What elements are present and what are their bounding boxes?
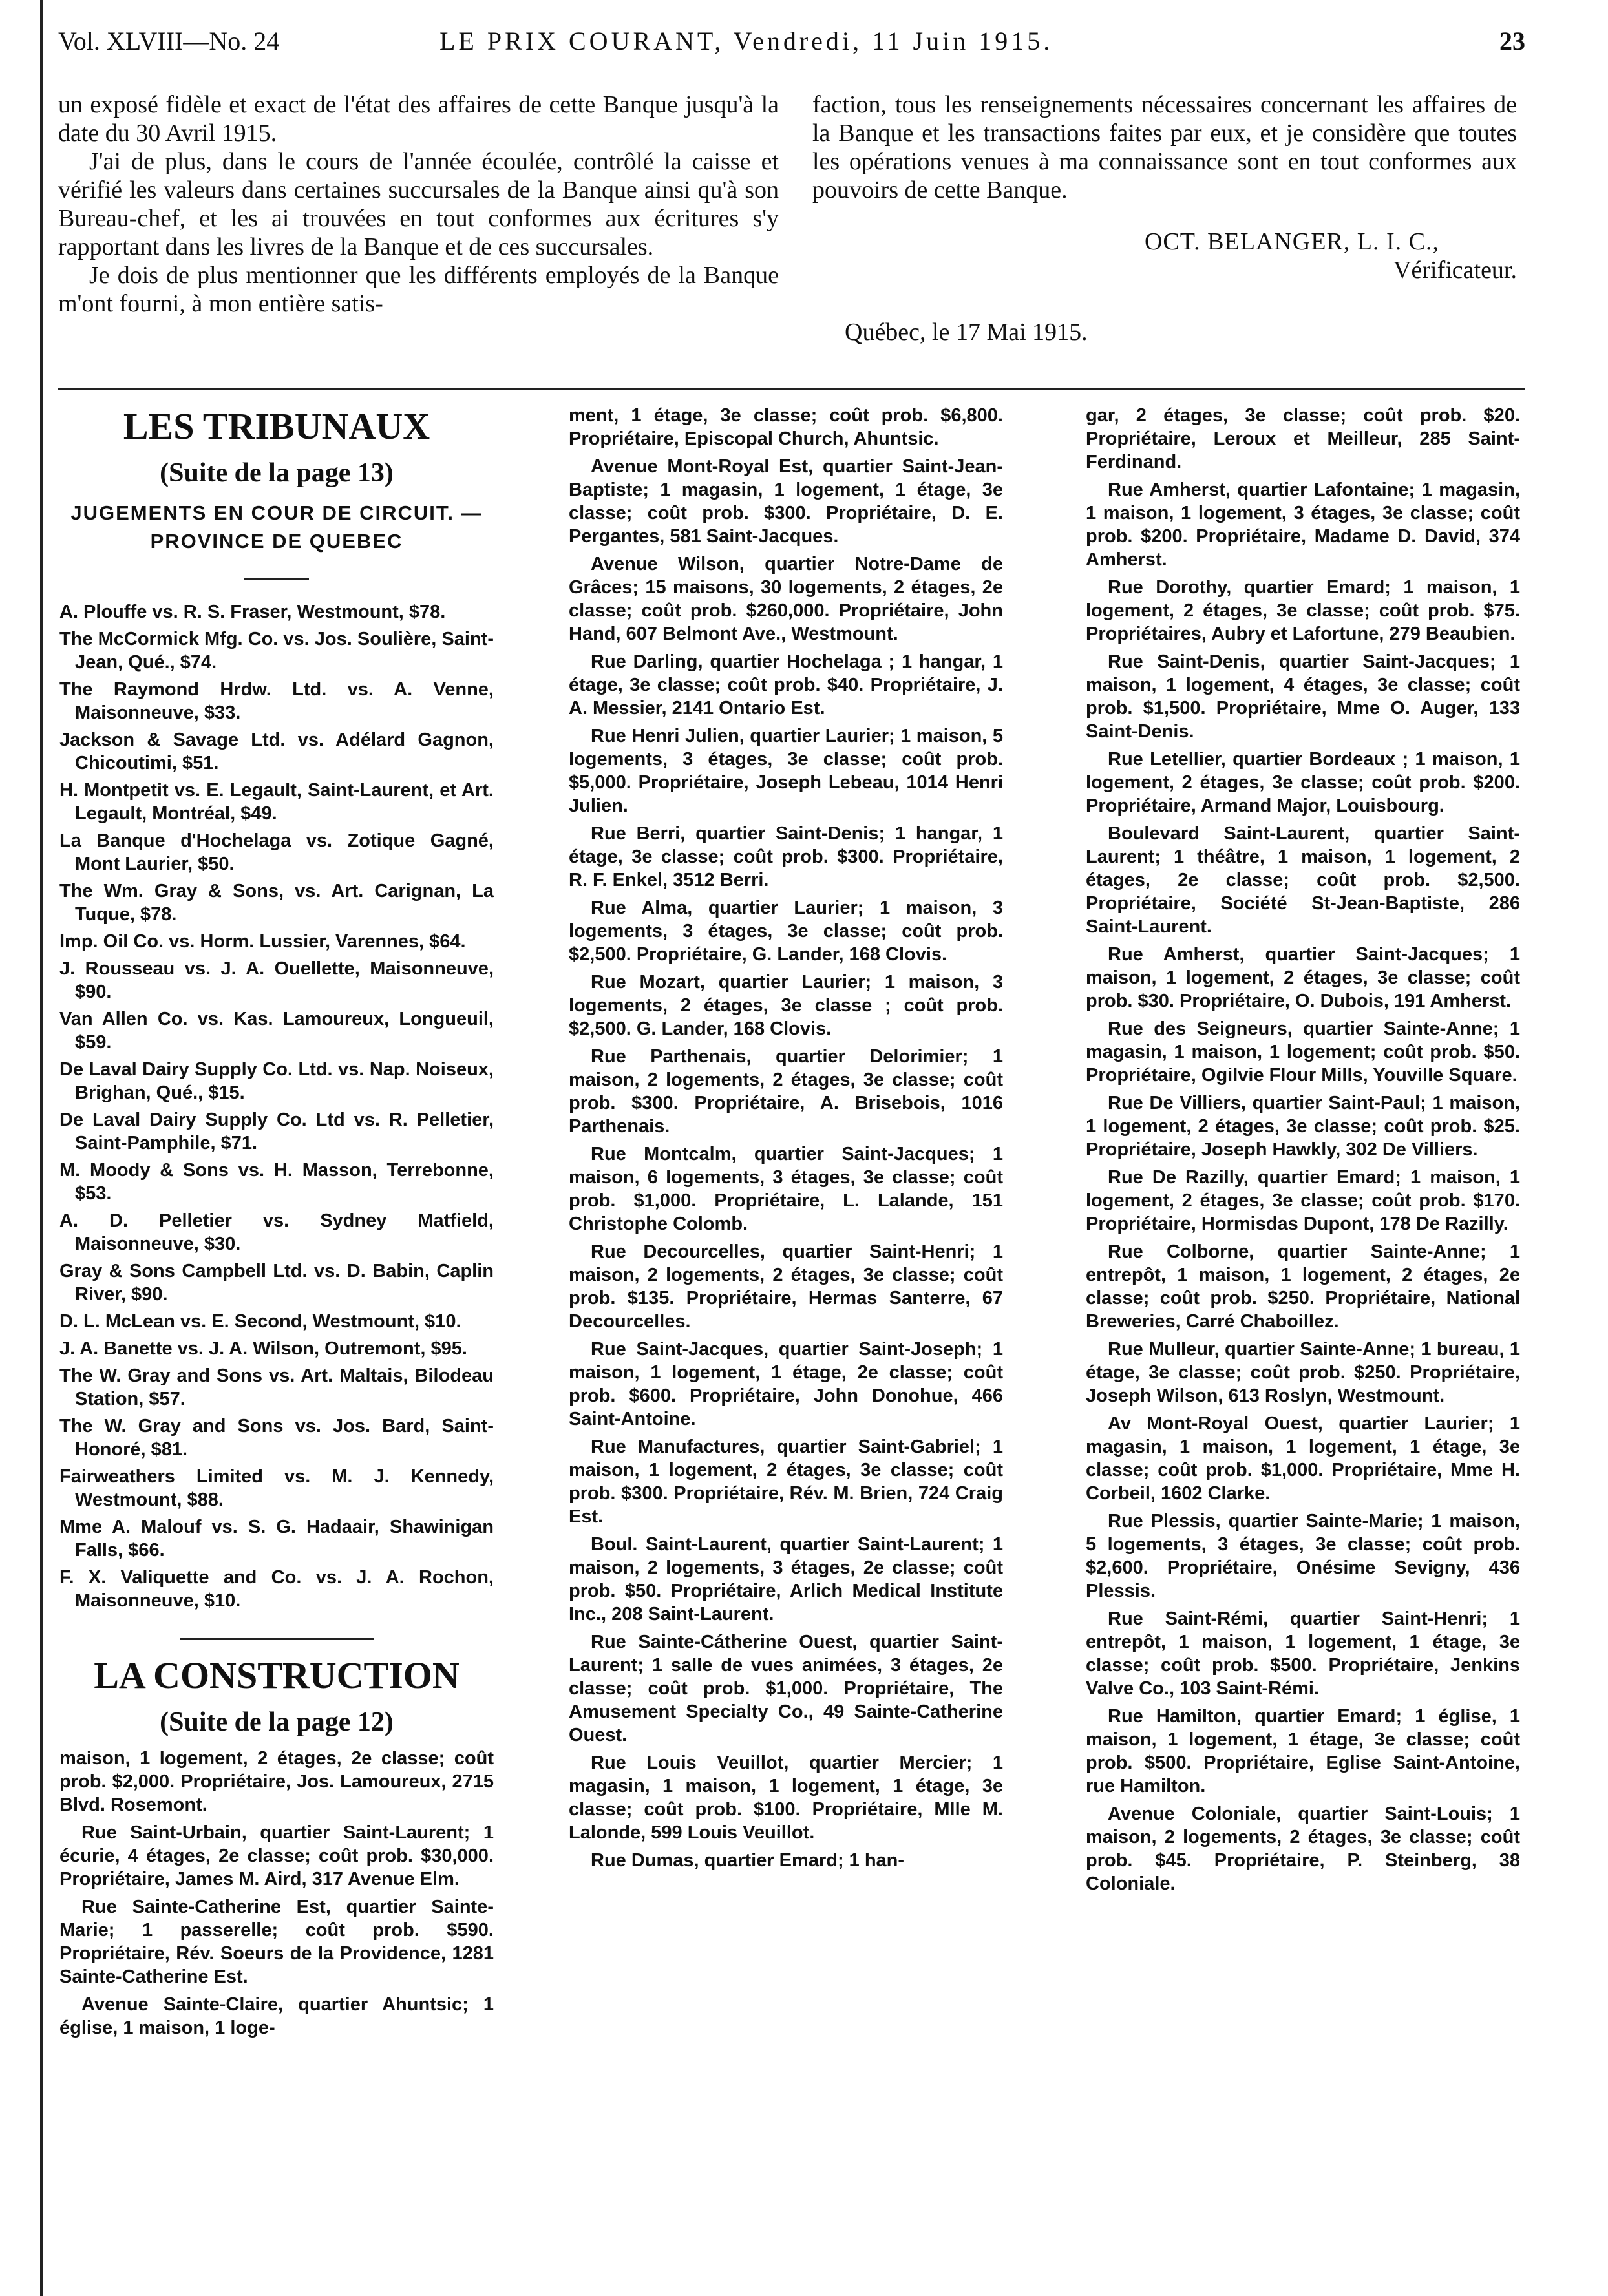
list-item: F. X. Valiquette and Co. vs. J. A. Rochon, Maisonneuve, $10. (59, 1567, 494, 1611)
column-1 (59, 404, 494, 2044)
judgments-list (59, 600, 494, 1612)
list-item: ment, 1 étage, 3e classe; coût prob. $6,800. Propriétaire, Episcopal Church, Ahuntsic. (569, 405, 1003, 449)
list-item: Rue Amherst, quartier Lafontaine; 1 magasin, 1 maison, 1 logement, 3 étages, 3e classe; coût prob. $200. Propriétaire, Madame D. David, 374 Amherst. (1086, 479, 1520, 570)
list-item: H. Montpetit vs. E. Legault, Saint-Laurent, et Art. Legault, Montréal, $49. (59, 780, 494, 824)
section-divider (58, 388, 1525, 390)
list-item: Rue Dumas, quartier Emard; 1 han- (591, 1850, 905, 1871)
list-item: Rue des Seigneurs, quartier Sainte-Anne; 1 magasin, 1 maison, 1 logement; coût prob. $50. Propriétaire, Ogilvie Flour Mills, Youville Square. (1086, 1018, 1520, 1086)
list-item: maison, 1 logement, 2 étages, 2e classe; coût prob. $2,000. Propriétaire, Jos. Lamoureux, 2715 Blvd. Rosemont. (59, 1748, 494, 1815)
auditor-report-left (58, 90, 779, 318)
list-item: The W. Gray and Sons vs. Jos. Bard, Saint-Honoré, $81. (59, 1416, 494, 1460)
list-item: A. D. Pelletier vs. Sydney Matfield, Maisonneuve, $30. (59, 1210, 494, 1254)
list-item: Rue Mulleur, quartier Sainte-Anne; 1 bureau, 1 étage, 3e classe; coût prob. $250. Propriétaire, Joseph Wilson, 613 Roslyn, Westmount. (1086, 1339, 1520, 1406)
list-item: Rue Colborne, quartier Sainte-Anne; 1 entrepôt, 1 maison, 1 logement, 2 étages, 2e classe; coût prob. $250. Propriétaire, National Breweries, Carré Chaboillez. (1086, 1241, 1520, 1332)
list-item: Rue De Razilly, quartier Emard; 1 maison, 1 logement, 2 étages, 3e classe; coût prob. $170. Propriétaire, Hormisdas Dupont, 178 De Razilly. (1086, 1167, 1520, 1234)
report-paragraph: faction, tous les renseignements nécessaires concernant les affaires de la Banque et les transactions faites par eux, et je considère que toutes les opérations venues à ma connaissance sont en tout conformes aux pouvoirs de cette Banque. (812, 91, 1517, 204)
list-item: Avenue Sainte-Claire, quartier Ahuntsic; 1 église, 1 maison, 1 loge- (59, 1994, 494, 2038)
list-item: Mme A. Malouf vs. S. G. Hadaair, Shawinigan Falls, $66. (59, 1517, 494, 1561)
list-item: De Laval Dairy Supply Co. Ltd. vs. Nap. Noiseux, Brighan, Qué., $15. (59, 1059, 494, 1103)
list-item: The Raymond Hrdw. Ltd. vs. A. Venne, Maisonneuve, $33. (59, 679, 494, 723)
page-number: 23 (1499, 26, 1525, 56)
construction-list (59, 1747, 494, 2039)
judgments-heading: JUGEMENTS EN COUR DE CIRCUIT. — PROVINCE DE QUEBEC (70, 501, 483, 553)
section-title-tribunaux: LES TRIBUNAUX (123, 405, 430, 447)
list-item: Rue Saint-Rémi, quartier Saint-Henri; 1 entrepôt, 1 maison, 1 logement, 1 étage, 3e classe; coût prob. $500. Propriétaire, Jenkins Valve Co., 103 Saint-Rémi. (1086, 1608, 1520, 1699)
list-item: Rue Manufactures, quartier Saint-Gabriel; 1 maison, 1 logement, 2 étages, 3e classe; coût prob. $300. Propriétaire, Rév. M. Brien, 724 Craig Est. (569, 1437, 1003, 1527)
list-item: Rue Letellier, quartier Bordeaux ; 1 maison, 1 logement, 2 étages, 3e classe; coût prob. $200. Propriétaire, Armand Major, Louisbourg. (1086, 749, 1520, 816)
list-item: Rue Amherst, quartier Saint-Jacques; 1 maison, 1 logement, 2 étages, 3e classe; coût prob. $30. Propriétaire, O. Dubois, 191 Amherst. (1086, 944, 1520, 1011)
list-item: The Wm. Gray & Sons, vs. Art. Carignan, La Tuque, $78. (59, 881, 494, 925)
list-item: Rue Saint-Urbain, quartier Saint-Laurent; 1 écurie, 4 étages, 2e classe; coût prob. $30,000. Propriétaire, James M. Aird, 317 Avenue Elm. (59, 1822, 494, 1890)
list-item: Imp. Oil Co. vs. Horm. Lussier, Varennes, $64. (59, 931, 466, 952)
section-subtitle: (Suite de la page 13) (160, 458, 394, 488)
auditor-report-right (812, 90, 1517, 346)
list-item: gar, 2 étages, 3e classe; coût prob. $20. Propriétaire, Leroux et Meilleur, 285 Saint-Ferdinand. (1086, 405, 1520, 472)
list-item: Avenue Coloniale, quartier Saint-Louis; 1 maison, 2 logements, 2 étages, 3e classe; coût prob. $45. Propriétaire, P. Steinberg, 38 Coloniale. (1086, 1804, 1520, 1894)
report-paragraph: Je dois de plus mentionner que les différents employés de la Banque m'ont fourni, à mon entière satis- (58, 262, 779, 317)
list-item: Rue Mozart, quartier Laurier; 1 maison, 3 logements, 2 étages, 3e classe ; coût prob. $2,500. G. Lander, 168 Clovis. (569, 972, 1003, 1039)
list-item: Boulevard Saint-Laurent, quartier Saint-Laurent; 1 théâtre, 1 maison, 1 logement, 2 étages, 2e classe; coût prob. $2,500. Propriétaire, Société St-Jean-Baptiste, 286 Saint-Laurent. (1086, 823, 1520, 937)
list-item: Rue Sainte-Catherine Est, quartier Sainte-Marie; 1 passerelle; coût prob. $590. Propriétaire, Rév. Soeurs de la Providence, 1281 Sainte-Catherine Est. (59, 1897, 494, 1987)
column-2 (569, 404, 1003, 1877)
report-paragraph: J'ai de plus, dans le cours de l'année écoulée, contrôlé la caisse et vérifié les valeurs dans certaines succursales de la Banque ainsi qu'à son Bureau-chef, et les ai trouvées en tout conformes aux écritures s'y rapportant dans les livres de la Banque et de ces succursales. (58, 148, 779, 260)
list-item: Rue Plessis, quartier Sainte-Marie; 1 maison, 5 logements, 3 étages, 3e classe; coût prob. $2,600. Propriétaire, Onésime Sevigny, 436 Plessis. (1086, 1511, 1520, 1601)
list-item: Rue Berri, quartier Saint-Denis; 1 hangar, 1 étage, 3e classe; coût prob. $300. Propriétaire, R. F. Enkel, 3512 Berri. (569, 823, 1003, 890)
list-item: Rue Sainte-Cátherine Ouest, quartier Saint-Laurent; 1 salle de vues animées, 3 étages, 2e classe; coût prob. $1,000. Propriétaire, The Amusement Specialty Co., 49 Sainte-Catherine Ouest. (569, 1632, 1003, 1745)
list-item: Gray & Sons Campbell Ltd. vs. D. Babin, Caplin River, $90. (59, 1261, 494, 1305)
list-item: De Laval Dairy Supply Co. Ltd vs. R. Pelletier, Saint-Pamphile, $71. (59, 1110, 494, 1153)
list-item: Jackson & Savage Ltd. vs. Adélard Gagnon, Chicoutimi, $51. (59, 730, 494, 774)
binding-margin-line (40, 0, 43, 2296)
list-item: Rue Saint-Jacques, quartier Saint-Joseph; 1 maison, 1 logement, 1 étage, 2e classe; coût prob. $600. Propriétaire, John Donohue, 466 Saint-Antoine. (569, 1339, 1003, 1429)
column-3 (1086, 404, 1520, 1900)
list-item: Rue Decourcelles, quartier Saint-Henri; 1 maison, 2 logements, 2 étages, 3e classe; coût prob. $135. Propriétaire, Hermas Santerre, 67 Decourcelles. (569, 1241, 1003, 1332)
list-item: Rue Montcalm, quartier Saint-Jacques; 1 maison, 6 logements, 3 étages, 3e classe; coût prob. $1,000. Propriétaire, L. Lalande, 151 Christophe Colomb. (569, 1144, 1003, 1234)
list-item: Rue Darling, quartier Hochelaga ; 1 hangar, 1 étage, 3e classe; coût prob. $40. Propriétaire, J. A. Messier, 2141 Ontario Est. (569, 651, 1003, 719)
list-item: Rue Parthenais, quartier Delorimier; 1 maison, 2 logements, 2 étages, 3e classe; coût prob. $300. Propriétaire, A. Brisebois, 1016 Parthenais. (569, 1046, 1003, 1137)
list-item: The W. Gray and Sons vs. Art. Maltais, Bilodeau Station, $57. (59, 1365, 494, 1409)
construction-list (569, 404, 1003, 1872)
list-item: Rue Saint-Denis, quartier Saint-Jacques; 1 maison, 1 logement, 4 étages, 3e classe; coût prob. $1,500. Propriétaire, Mme O. Auger, 133 Saint-Denis. (1086, 651, 1520, 742)
volume-number: Vol. XLVIII—No. 24 (58, 26, 280, 56)
list-item: Avenue Mont-Royal Est, quartier Saint-Jean-Baptiste; 1 magasin, 1 logement, 1 étage, 3e classe; coût prob. $300. Propriétaire, D. E. Pergantes, 581 Saint-Jacques. (569, 456, 1003, 547)
list-item: Rue Henri Julien, quartier Laurier; 1 maison, 5 logements, 3 étages, 3e classe; coût prob. $5,000. Propriétaire, Joseph Lebeau, 1014 Henri Julien. (569, 726, 1003, 816)
page-header (58, 26, 1525, 65)
auditor-signature: OCT. BELANGER, L. I. C., (1144, 228, 1439, 255)
list-item: Rue Alma, quartier Laurier; 1 maison, 3 logements, 3 étages, 3e classe; coût prob. $2,500. Propriétaire, G. Lander, 168 Clovis. (569, 898, 1003, 965)
list-item: Av Mont-Royal Ouest, quartier Laurier; 1 magasin, 1 maison, 1 logement, 1 étage, 3e classe; coût prob. $1,000. Propriétaire, Mme H. Corbeil, 1602 Clarke. (1086, 1413, 1520, 1504)
list-item: Avenue Wilson, quartier Notre-Dame de Grâces; 15 maisons, 30 logements, 2 étages, 2e classe; coût prob. $260,000. Propriétaire, John Hand, 607 Belmont Ave., Westmount. (569, 554, 1003, 644)
list-item: J. A. Banette vs. J. A. Wilson, Outremont, $95. (59, 1338, 467, 1359)
list-item: Rue Louis Veuillot, quartier Mercier; 1 magasin, 1 maison, 1 logement, 1 étage, 3e classe; coût prob. $100. Propriétaire, Mlle M. Lalonde, 599 Louis Veuillot. (569, 1753, 1003, 1843)
auditor-title: Vérificateur. (1393, 257, 1517, 284)
list-item: M. Moody & Sons vs. H. Masson, Terrebonne, $53. (59, 1160, 494, 1204)
list-item: The McCormick Mfg. Co. vs. Jos. Soulière, Saint-Jean, Qué., $74. (59, 629, 494, 673)
divider (244, 578, 309, 580)
report-paragraph: un exposé fidèle et exact de l'état des affaires de cette Banque jusqu'à la date du 30 Avril 1915. (58, 91, 779, 147)
list-item: Rue Hamilton, quartier Emard; 1 église, 1 maison, 1 logement, 1 étage, 3e classe; coût prob. $500. Propriétaire, Eglise Saint-Antoine, rue Hamilton. (1086, 1706, 1520, 1796)
list-item: Rue De Villiers, quartier Saint-Paul; 1 maison, 1 logement, 2 étages, 3e classe; coût prob. $25. Propriétaire, Joseph Hawkly, 302 De Villiers. (1086, 1093, 1520, 1160)
list-item: D. L. McLean vs. E. Second, Westmount, $10. (59, 1311, 461, 1332)
list-item: Van Allen Co. vs. Kas. Lamoureux, Longueuil, $59. (59, 1009, 494, 1053)
section-subtitle: (Suite de la page 12) (160, 1707, 394, 1737)
list-item: Fairweathers Limited vs. M. J. Kennedy, Westmount, $88. (59, 1466, 494, 1510)
section-title-construction: LA CONSTRUCTION (94, 1654, 460, 1696)
list-item: Rue Dorothy, quartier Emard; 1 maison, 1 logement, 2 étages, 3e classe; coût prob. $75. Propriétaires, Aubry et Lafortune, 279 Beaubien. (1086, 577, 1520, 644)
list-item: A. Plouffe vs. R. S. Fraser, Westmount, $78. (59, 602, 446, 622)
list-item: Boul. Saint-Laurent, quartier Saint-Laurent; 1 maison, 2 logements, 3 étages, 2e classe; coût prob. $50. Propriétaire, Arlich Medical Institute Inc., 208 Saint-Laurent. (569, 1534, 1003, 1625)
divider (180, 1638, 374, 1640)
newspaper-title-date: LE PRIX COURANT, Vendredi, 11 Juin 1915. (439, 26, 1053, 56)
list-item: J. Rousseau vs. J. A. Ouellette, Maisonneuve, $90. (59, 958, 494, 1002)
list-item: La Banque d'Hochelaga vs. Zotique Gagné, Mont Laurier, $50. (59, 830, 494, 874)
place-date: Québec, le 17 Mai 1915. (845, 319, 1088, 346)
construction-list (1086, 404, 1520, 1895)
